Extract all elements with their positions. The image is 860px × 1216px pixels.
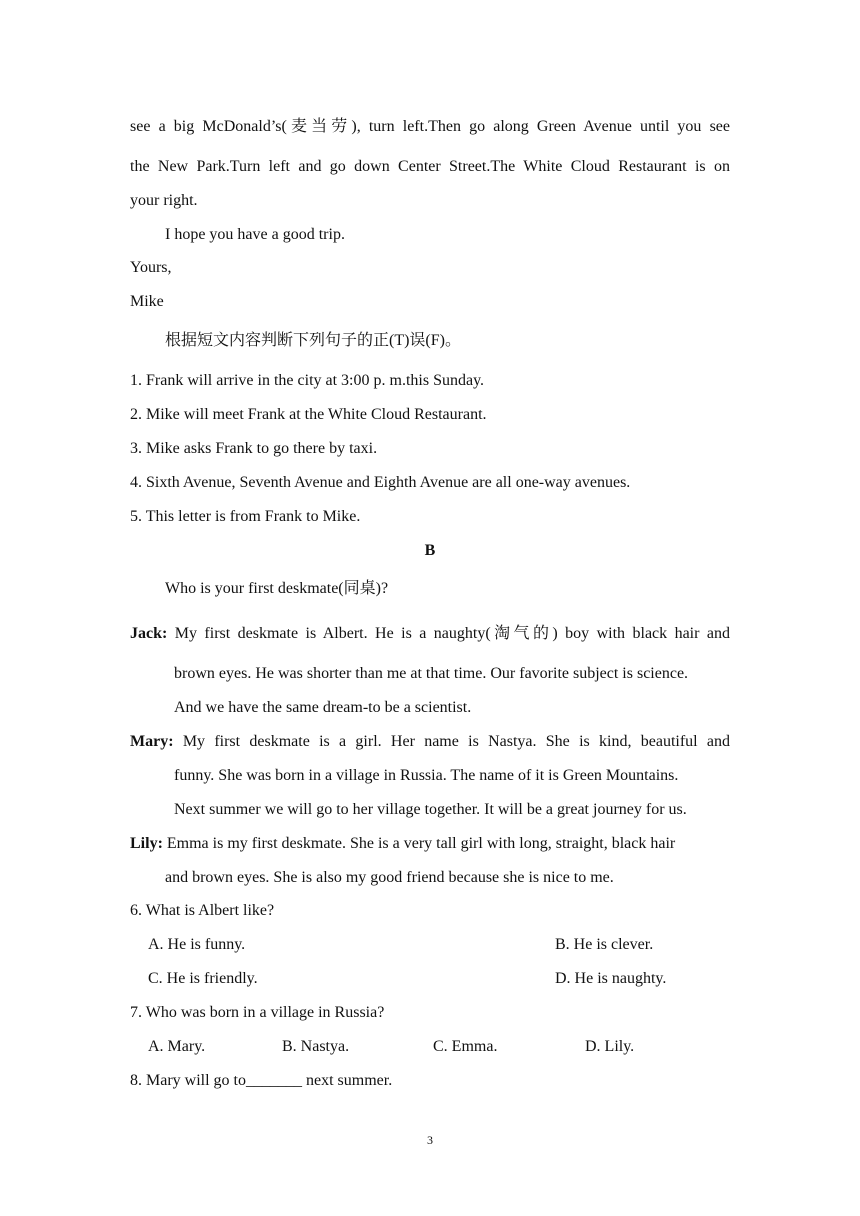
question-7-option-b: B. Nastya. bbox=[282, 1038, 350, 1055]
mary-line-3: Next summer we will go to her village together. It will be a great journey for us. bbox=[174, 801, 687, 818]
tf-item-4: 4. Sixth Avenue, Seventh Avenue and Eighth Avenue are all one-way avenues. bbox=[130, 474, 631, 491]
question-7-option-a: A. Mary. bbox=[148, 1038, 206, 1055]
jack-line-1 bbox=[130, 624, 730, 644]
jack-line-3: And we have the same dream-to be a scientist. bbox=[174, 699, 472, 716]
lily-text-1: Emma is my first deskmate. She is a very tall girl with long, straight, black hair bbox=[162, 835, 676, 852]
page-number: 3 bbox=[427, 1133, 433, 1147]
tf-item-5: 5. This letter is from Frank to Mike. bbox=[130, 508, 361, 525]
tf-instruction: 根据短文内容判断下列句子的正(T)误(F)。 bbox=[165, 332, 461, 349]
mary-text-1: My first deskmate is a girl. Her name is Nastya. She is kind, beautiful and bbox=[173, 733, 730, 750]
passage-b-question: Who is your first deskmate(同桌)? bbox=[165, 580, 389, 597]
passage-a-line-3: your right. bbox=[130, 192, 198, 209]
question-6-option-a: A. He is funny. bbox=[148, 936, 246, 953]
question-8-stem: 8. Mary will go to_______ next summer. bbox=[130, 1072, 393, 1089]
question-7-stem: 7. Who was born in a village in Russia? bbox=[130, 1004, 385, 1021]
speaker-jack: Jack: bbox=[130, 625, 168, 642]
question-6-option-b: B. He is clever. bbox=[555, 936, 654, 953]
letter-closing: I hope you have a good trip. bbox=[165, 226, 345, 243]
tf-item-1: 1. Frank will arrive in the city at 3:00 p. m.this Sunday. bbox=[130, 372, 485, 389]
lily-line-2: and brown eyes. She is also my good friend because she is nice to me. bbox=[165, 869, 614, 886]
passage-a-line-1: see a big McDonald’s(麦当劳), turn left.Then go along Green Avenue until you see bbox=[130, 118, 730, 135]
question-6-stem: 6. What is Albert like? bbox=[130, 902, 275, 919]
tf-item-3: 3. Mike asks Frank to go there by taxi. bbox=[130, 440, 378, 457]
section-b-heading: B bbox=[424, 542, 436, 559]
jack-line-2: brown eyes. He was shorter than me at that time. Our favorite subject is science. bbox=[174, 665, 689, 682]
passage-a-line-2: the New Park.Turn left and go down Center Street.The White Cloud Restaurant is on bbox=[130, 158, 730, 175]
jack-text-1: My first deskmate is Albert. He is a naughty(淘气的) boy with black hair and bbox=[167, 625, 730, 642]
speaker-lily: Lily: bbox=[130, 835, 163, 852]
mary-line-1 bbox=[130, 732, 730, 752]
speaker-mary: Mary: bbox=[130, 733, 174, 750]
question-6-option-d: D. He is naughty. bbox=[555, 970, 667, 987]
mary-line-2: funny. She was born in a village in Russia. The name of it is Green Mountains. bbox=[174, 767, 679, 784]
lily-line-1 bbox=[130, 834, 675, 854]
letter-signoff: Yours, bbox=[130, 259, 172, 276]
question-7-option-d: D. Lily. bbox=[585, 1038, 635, 1055]
letter-signature: Mike bbox=[130, 293, 164, 310]
tf-item-2: 2. Mike will meet Frank at the White Cloud Restaurant. bbox=[130, 406, 487, 423]
question-6-option-c: C. He is friendly. bbox=[148, 970, 258, 987]
question-7-option-c: C. Emma. bbox=[433, 1038, 498, 1055]
